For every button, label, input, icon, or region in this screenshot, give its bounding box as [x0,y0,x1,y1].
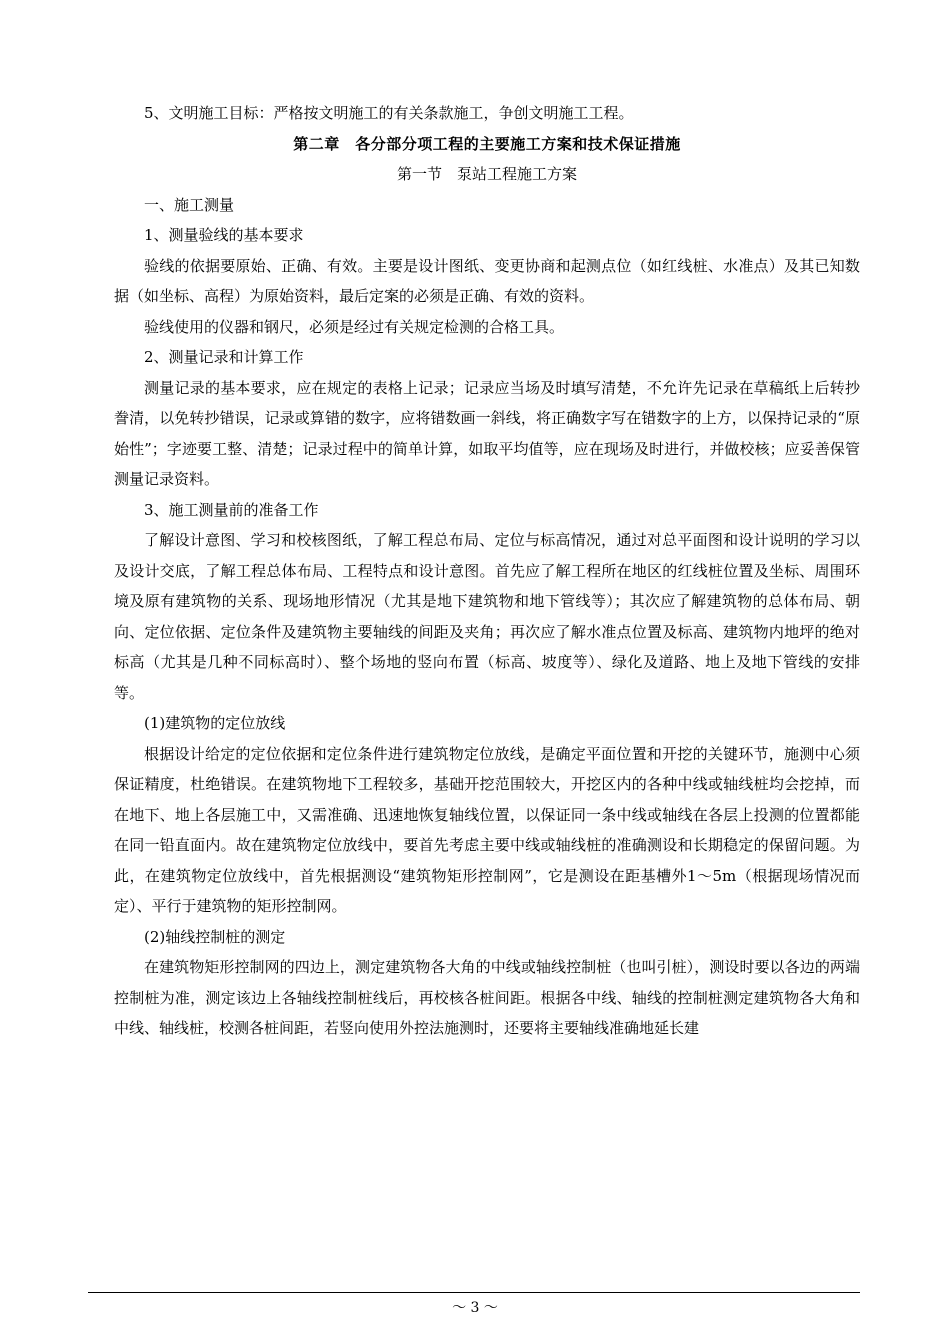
footer-divider [88,1292,860,1293]
chapter-heading: 第二章 各分部分项工程的主要施工方案和技术保证措施 [293,134,681,153]
heading-construction-survey: 一、施工测量 [144,195,235,214]
paragraph-instruments: 验线使用的仪器和钢尺，必须是经过有关规定检测的合格工具。 [144,317,565,336]
subheading-preparation: 3、施工测量前的准备工作 [144,500,319,519]
paragraph-line-check-basis: 验线的依据要原始、正确、有效。主要是设计图纸、变更协商和起测点位（如红线桩、水准点）及其已知数据（如坐标、高程）为原始资料，最后定案的必须是正确、有效的资料。 [114,256,860,305]
paragraph-civilized-construction-goal: 5、文明施工目标：严格按文明施工的有关条款施工，争创文明施工工程。 [144,104,634,122]
subheading-axis-control-stakes: (2)轴线控制桩的测定 [144,927,286,946]
subheading-line-check-requirements: 1、测量验线的基本要求 [144,226,304,244]
subheading-building-layout: (1)建筑物的定位放线 [144,714,286,732]
paragraph-building-layout: 根据设计给定的定位依据和定位条件进行建筑物定位放线，是确定平面位置和开挖的关键环节，施测中心须保证精度，杜绝错误。在建筑物地下工程较多，基础开挖范围较大，开挖区内的各种中线或轴线桩均会挖掉，而在地下、地上各层施工中，又需准确、迅速地恢复轴线位置，以保证同一条中线或轴线在各层上投测的位置都能在同一铅直面内。故在建筑物定位放线中，要首先考虑主要中线或轴线桩的准确测设和长期稳定的保留问题。为此，在建筑物定位放线中，首先根据测设“建筑物矩形控制网”，它是测设在距基槽外1～5m（根据现场情况而定）、平行于建筑物的矩形控制网。 [114,744,860,915]
page-number: ～ 3 ～ [452,1300,498,1316]
subheading-survey-records: 2、测量记录和计算工作 [144,348,304,366]
paragraph-axis-control-stakes: 在建筑物矩形控制网的四边上，测定建筑物各大角的中线或轴线控制桩（也叫引桩），测设时要以各边的两端控制桩为准，测定该边上各轴线控制桩线后，再校核各桩间距。根据各中线、轴线的控制桩测定建筑物各大角和中线、轴线桩，校测各桩间距，若竖向使用外控法施测时，还要将主要轴线准确地延长建 [114,958,860,1037]
section-heading: 第一节 泵站工程施工方案 [396,165,577,183]
document-body [114,98,860,1044]
paragraph-survey-records: 测量记录的基本要求，应在规定的表格上记录；记录应当场及时填写清楚，不允许先记录在草稿纸上后转抄誊清，以免转抄错误，记录或算错的数字，应将错数画一斜线，将正确数字写在错数字的上方，以保持记录的“原始性”；字迹要工整、清楚；记录过程中的简单计算，如取平均值等，应在现场及时进行，并做校核；应妥善保管测量记录资料。 [114,378,860,488]
paragraph-preparation: 了解设计意图、学习和校核图纸，了解工程总布局、定位与标高情况，通过对总平面图和设计说明的学习以及设计交底，了解工程总体布局、工程特点和设计意图。首先应了解工程所在地区的红线桩位置及坐标、周围环境及原有建筑物的关系、现场地形情况（尤其是地下建筑物和地下管线等）；其次应了解建筑物的总体布局、朝向、定位依据、定位条件及建筑物主要轴线的间距及夹角；再次应了解水准点位置及标高、建筑物内地坪的绝对标高（尤其是几种不同标高时）、整个场地的竖向布置（标高、坡度等）、绿化及道路、地上及地下管线的安排等。 [114,531,860,702]
